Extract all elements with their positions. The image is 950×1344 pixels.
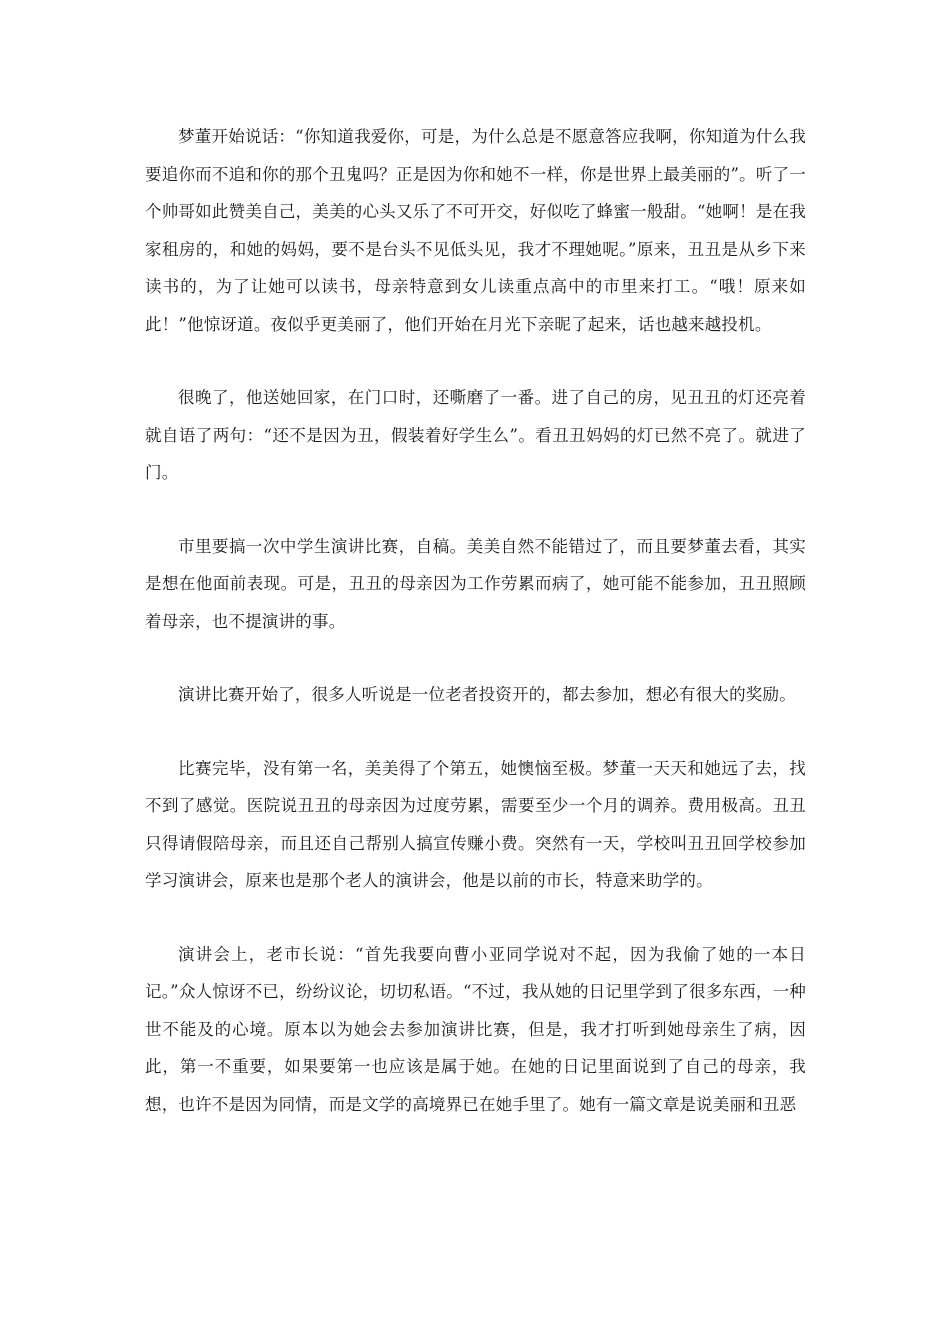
document-body (145, 118, 806, 1159)
paragraph-4: 演讲比赛开始了，很多人听说是一位老者投资开的，都去参加，想必有很大的奖励。 (178, 685, 796, 704)
paragraph-3: 市里要搞一次中学生演讲比赛，自稿。美美自然不能错过了，而且要梦董去看，其实是想在他面前表现。可是，丑丑的母亲因为工作劳累而病了，她可能不能参加，丑丑照顾着母亲，也不提演讲的事。 (145, 536, 806, 631)
paragraph-1: 梦董开始说话：“你知道我爱你，可是，为什么总是不愿意答应我啊，你知道为什么我要追你而不追和你的那个丑鬼吗？正是因为你和她不一样，你是世界上最美丽的”。听了一个帅哥如此赞美自己，美美的心头又乐了不可开交，好似吃了蜂蜜一般甜。“她啊！是在我家租房的，和她的妈妈，要不是台头不见低头见，我才不理她呢。”原来，丑丑是从乡下来读书的，为了让她可以读书，母亲特意到女儿读重点高中的市里来打工。“哦！原来如此！”他惊讶道。夜似乎更美丽了，他们开始在月光下亲昵了起来，话也越来越投机。 (145, 127, 806, 334)
paragraph-5: 比赛完毕，没有第一名，美美得了个第五，她懊恼至极。梦董一天天和她远了去，找不到了感觉。医院说丑丑的母亲因为过度劳累，需要至少一个月的调养。费用极高。丑丑只得请假陪母亲，而且还自己帮别人搞宣传赚小费。突然有一天，学校叫丑丑回学校参加学习演讲会，原来也是那个老人的演讲会，他是以前的市长，特意来助学的。 (145, 758, 806, 890)
paragraph-2: 很晚了，他送她回家，在门口时，还嘶磨了一番。进了自己的房，见丑丑的灯还亮着就自语了两句：“还不是因为丑，假装着好学生么”。看丑丑妈妈的灯已然不亮了。就进了门。 (145, 388, 806, 482)
paragraph-6: 演讲会上，老市长说：“首先我要向曹小亚同学说对不起，因为我偷了她的一本日记。”众人惊讶不已，纷纷议论，切切私语。“不过，我从她的日记里学到了很多东西，一种世不能及的心境。原本以为她会去参加演讲比赛，但是，我才打听到她母亲生了病，因此，第一不重要，如果要第一也应该是属于她。在她的日记里面说到了自己的母亲，我想，也许不是因为同情，而是文学的高境界已在她手里了。她有一篇文章是说美丽和丑恶 (145, 944, 806, 1114)
